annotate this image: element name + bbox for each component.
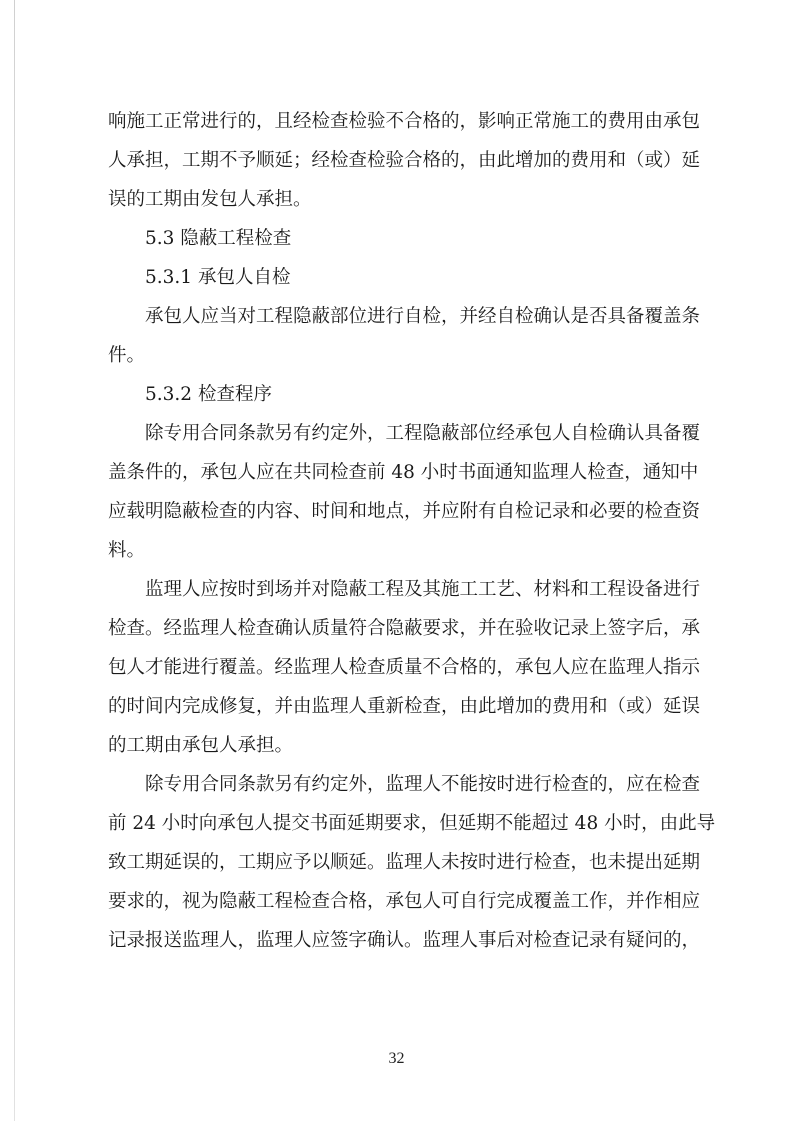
text-line: 除专用合同条款另有约定外，工程隐蔽部位经承包人自检确认具备覆	[145, 423, 701, 444]
text-line: 检查。经监理人检查确认质量符合隐蔽要求，并在验收记录上签字后，承	[108, 618, 701, 639]
text-line: 监理人应按时到场并对隐蔽工程及其施工工艺、材料和工程设备进行	[145, 579, 701, 600]
text-line: 件。	[108, 345, 146, 366]
page-number: 32	[388, 1050, 405, 1067]
text-line: 误的工期由发包人承担。	[108, 189, 312, 210]
paragraph-supervisor-inspection	[108, 578, 701, 758]
text-line: 应载明隐蔽检查的内容、时间和地点，并应附有自检记录和必要的检查资	[108, 501, 701, 522]
text-line: 除专用合同条款另有约定外，监理人不能按时进行检查的，应在检查	[145, 774, 701, 795]
text-line: 人承担，工期不予顺延；经检查检验合格的，由此增加的费用和（或）延	[108, 150, 701, 171]
paragraph-self-inspection	[108, 305, 701, 368]
text-line: 响施工正常进行的，且经检查检验不合格的，影响正常施工的费用由承包	[108, 111, 701, 132]
paragraph-cost-responsibility	[108, 110, 701, 212]
text-line: 的工期由承包人承担。	[108, 735, 294, 756]
text-line: 料。	[108, 540, 146, 561]
paragraph-delay-request	[108, 773, 716, 953]
text-line: 的时间内完成修复，并由监理人重新检查，由此增加的费用和（或）延误	[108, 696, 701, 717]
section-heading-5-3-1: 5.3.1 承包人自检	[145, 267, 291, 288]
scan-edge-line	[14, 0, 15, 1121]
text-line: 记录报送监理人，监理人应签字确认。监理人事后对检查记录有疑问的，	[108, 930, 701, 951]
text-line: 前 24 小时向承包人提交书面延期要求，但延期不能超过 48 小时，由此导	[108, 813, 716, 834]
text-line: 包人才能进行覆盖。经监理人检查质量不合格的，承包人应在监理人指示	[108, 657, 701, 678]
document-body	[108, 110, 716, 968]
text-line: 承包人应当对工程隐蔽部位进行自检，并经自检确认是否具备覆盖条	[145, 306, 701, 327]
text-line: 致工期延误的，工期应予以顺延。监理人未按时进行检查，也未提出延期	[108, 852, 701, 873]
section-heading-5-3: 5.3 隐蔽工程检查	[145, 228, 292, 249]
text-line: 要求的，视为隐蔽工程检查合格，承包人可自行完成覆盖工作，并作相应	[108, 891, 701, 912]
section-heading-5-3-2: 5.3.2 检查程序	[145, 384, 272, 405]
text-line: 盖条件的，承包人应在共同检查前 48 小时书面通知监理人检查，通知中	[108, 462, 699, 483]
paragraph-inspection-notice	[108, 422, 701, 563]
